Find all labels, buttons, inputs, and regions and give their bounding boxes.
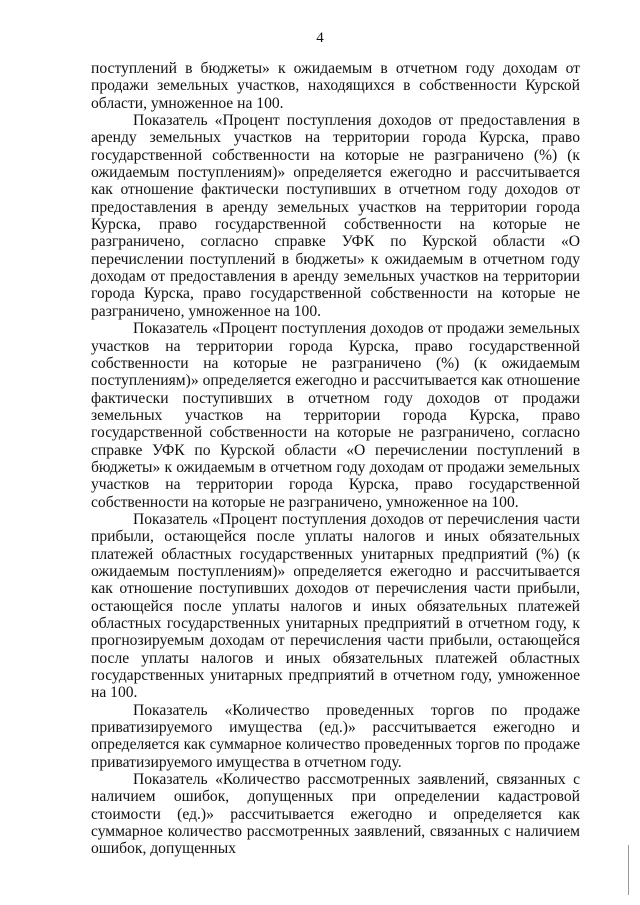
- paragraph-lease-income-indicator: Показатель «Процент поступления доходов от предоставления в аренду земельных участков на территории города Курска, право государственной собственности на которые не разграничено (%) (к ожидаемым поступлениям)» определяется ежегодно и рассчитывается как отношение фактически поступивших в отчетном году доходов от предоставления в аренду земельных участков на территории города Курска, право государственной собственности на которые не разграничено, согласно справке УФК по Курской области «О перечислении поступлений в бюджеты» к ожидаемым в отчетном году доходам от предоставления в аренду земельных участков на территории города Курска, право государственной собственности на которые не разграничено, умноженное на 100.: [91, 112, 580, 320]
- paragraph-land-sale-income-indicator: Показатель «Процент поступления доходов от продажи земельных участков на территории города Курска, право государственной собственности на которые не разграничено (%) (к ожидаемым поступлениям)» определяется ежегодно и рассчитывается как отношение фактически поступивших в отчетном году доходов от продажи земельных участков на территории города Курска, право государственной собственности на которые не разграничено, согласно справке УФК по Курской области «О перечислении поступлений в бюджеты» к ожидаемым в отчетном году доходам от продажи земельных участков на территории города Курска, право государственной собственности на которые не разграничено, умноженное на 100.: [91, 320, 580, 511]
- page-number: 4: [316, 30, 324, 46]
- paragraph-profit-transfer-indicator: Показатель «Процент поступления доходов от перечисления части прибыли, остающейся после уплаты налогов и иных обязательных платежей областных государственных унитарных предприятий (%) (к ожидаемым поступлениям)» определяется ежегодно и рассчитывается как отношение поступивших доходов от перечисления части прибыли, остающейся после уплаты налогов и иных обязательных платежей областных государственных унитарных предприятий в отчетном году, к прогнозируемым доходам от перечисления части прибыли, остающейся после уплаты налогов и иных обязательных платежей областных государственных унитарных предприятий в отчетном году, умноженное на 100.: [91, 510, 580, 702]
- paragraph-auctions-count-indicator: Показатель «Количество проведенных торгов по продаже приватизируемого имущества (ед.)» рассчитывается ежегодно и определяется как суммарное количество проведенных торгов по продаже приватизируемого имущества в отчетном году.: [91, 701, 580, 771]
- scan-edge-line: [628, 845, 629, 895]
- document-body: [91, 60, 580, 858]
- paragraph-continuation: поступлений в бюджеты» к ожидаемым в отчетном году доходам от продажи земельных участков, находящихся в собственности Курской области, умноженное на 100.: [91, 60, 580, 112]
- paragraph-applications-count-indicator: Показатель «Количество рассмотренных заявлений, связанных с наличием ошибок, допущенных при определении кадастровой стоимости (ед.)» рассчитывается ежегодно и определяется как суммарное количество рассмотренных заявлений, связанных с наличием ошибок, допущенных: [91, 771, 580, 858]
